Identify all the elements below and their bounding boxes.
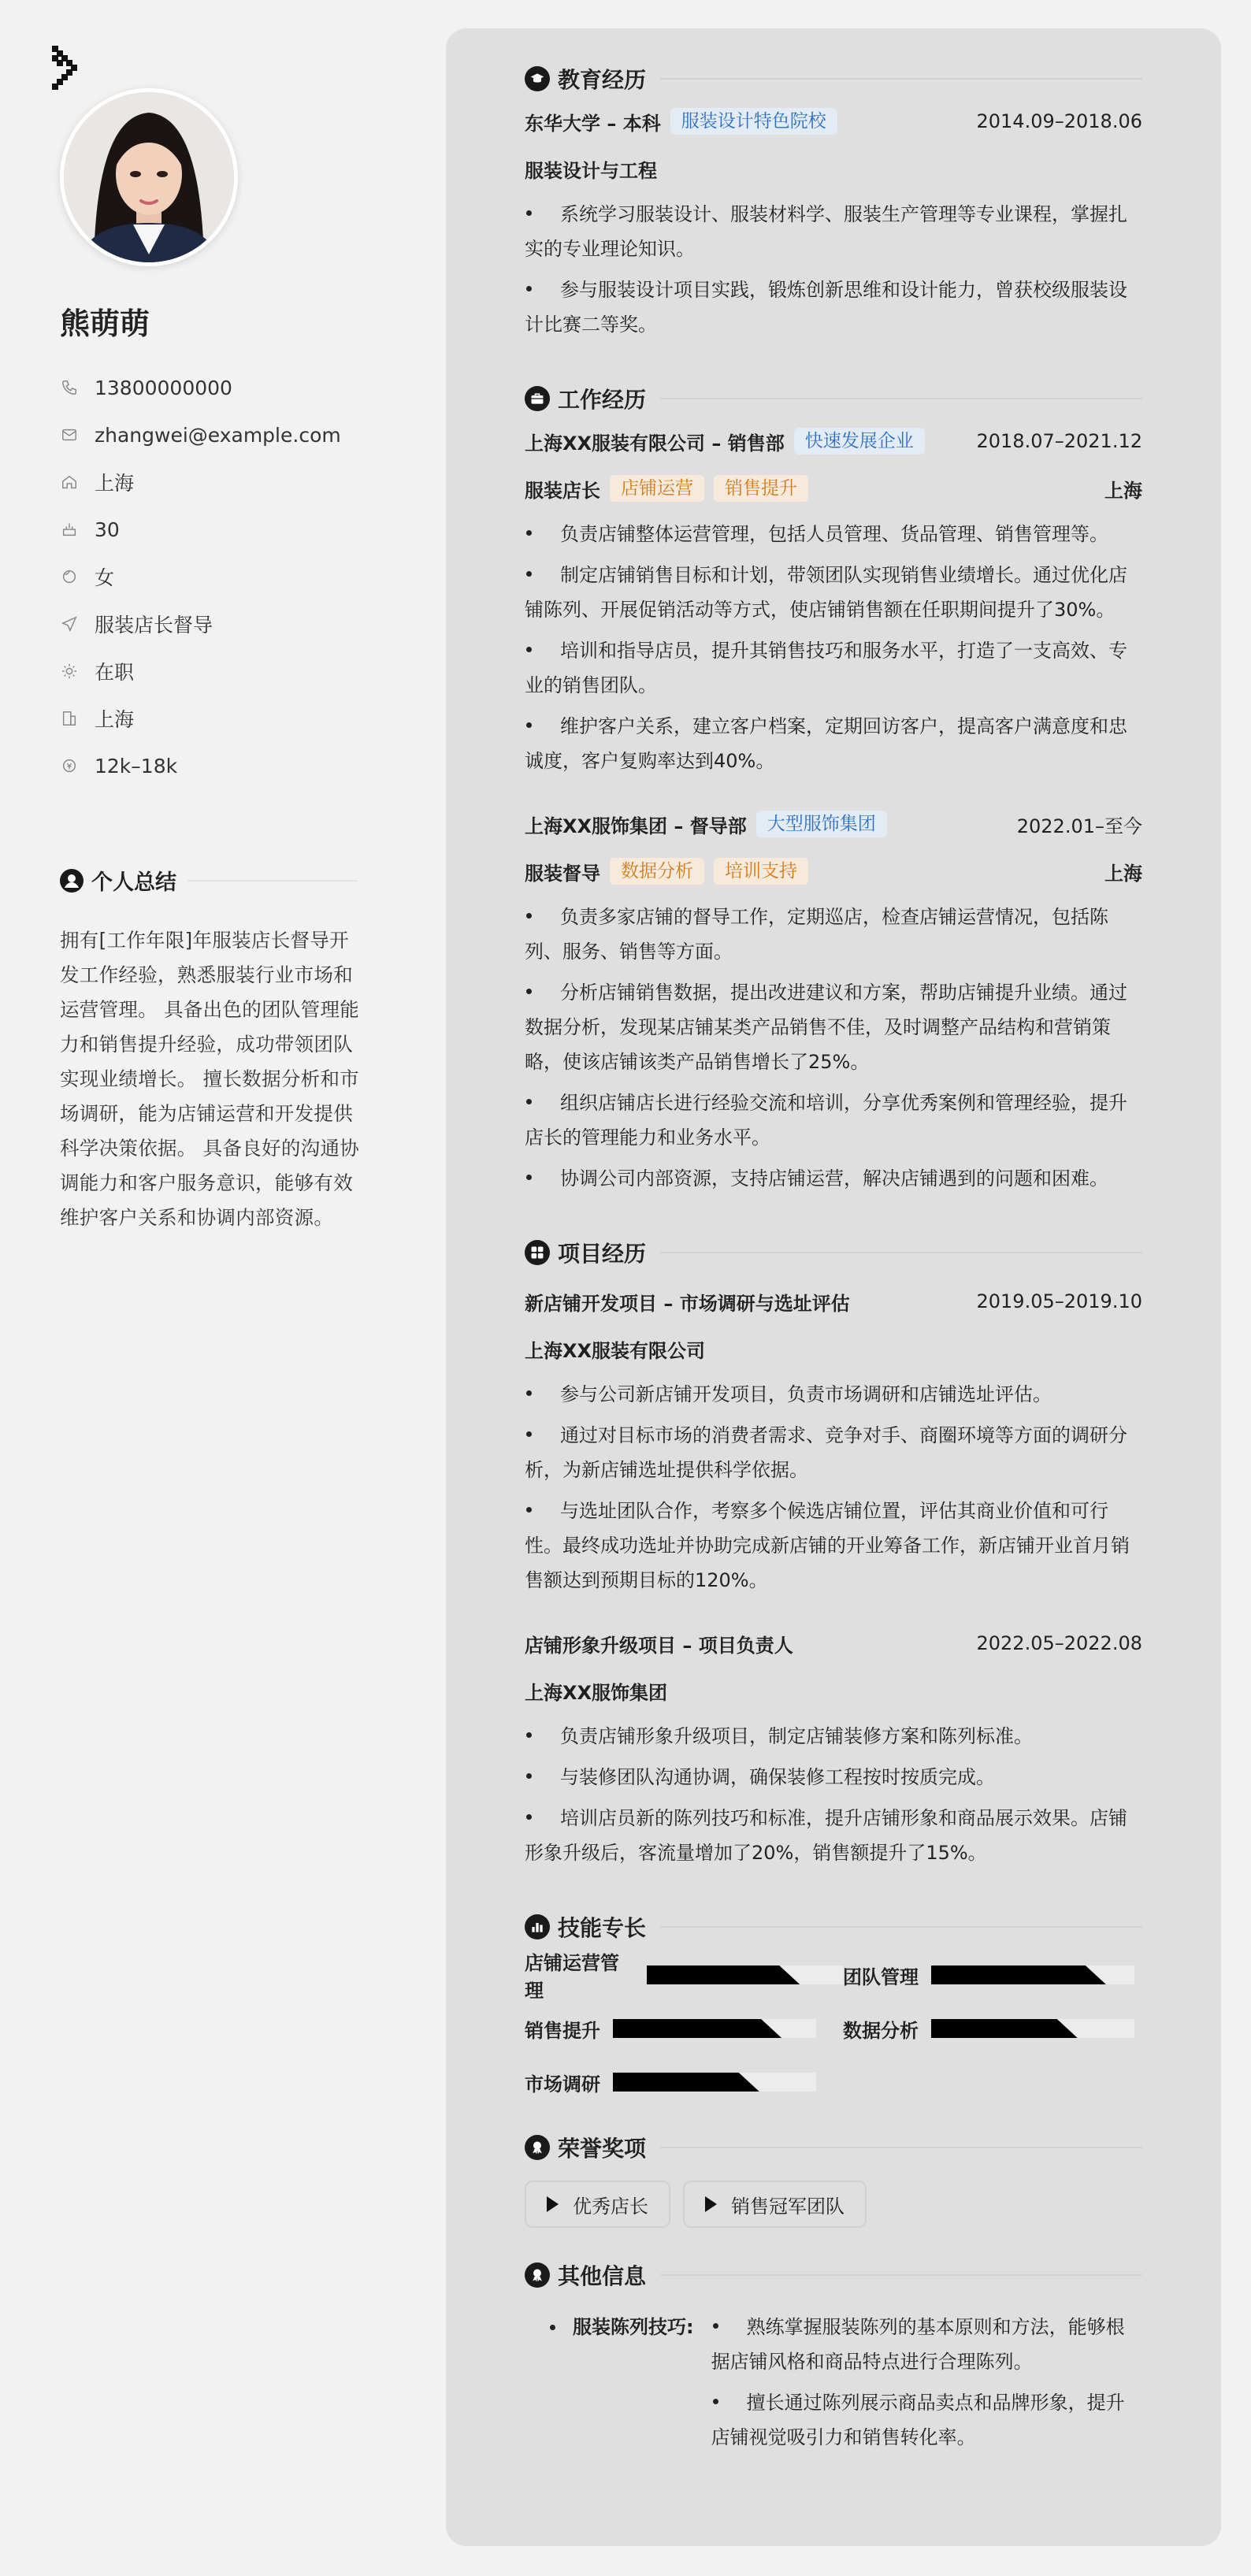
list-item: 制定店铺销售目标和计划，带领团队实现销售业绩增长。通过优化店铺陈列、开展促销活动等方式，使店铺销售额在任职期间提升了30%。 [525,564,1127,621]
avatar-portrait [64,92,234,262]
award-label: 销售冠军团队 [731,2195,845,2218]
skill-item [525,2010,843,2047]
project-entry [525,1626,1142,1870]
project-name: 新店铺开发项目 – 市场调研与选址评估 [525,1292,850,1315]
awards-title: 荣誉奖项 [558,2136,647,2162]
company-tag: 快速发展企业 [794,428,925,455]
job-date: 2018.07–2021.12 [976,430,1142,452]
project-name-row [525,1626,1142,1661]
building-icon [60,709,79,728]
logo-icon [52,46,79,90]
job-company-row [525,807,1142,841]
salary-text: 12k–18k [95,754,178,778]
list-item: 通过对目标市场的消费者需求、竞争对手、商圈环境等方面的调研分析，为新店铺选址提供科学依据。 [525,1424,1127,1481]
work-title: 工作经历 [558,387,647,413]
contact-salary [60,742,391,789]
skill-bar [931,2019,1134,2038]
other-bullets [711,2310,1142,2461]
other-heading [525,2258,1142,2292]
list-item: 与选址团队合作，考察多个候选店铺位置，评估其商业价值和可行性。最终成功选址并协助完成新店铺的开业筹备工作，新店铺开业首月销售额达到预期目标的120%。 [525,1500,1130,1591]
awards-heading [525,2130,1142,2165]
mail-icon [60,425,79,444]
education-divider [660,78,1142,80]
candidate-name: 熊萌萌 [60,306,150,341]
skill-name: 团队管理 [843,1965,919,1988]
summary-title: 个人总结 [91,870,176,895]
skills-heading [525,1910,1142,1944]
skill-item [843,1957,1142,1993]
skill-name: 店铺运营管理 [525,1952,619,2002]
education-bullets [525,197,1142,342]
list-item: 负责店铺形象升级项目，制定店铺装修方案和陈列标准。 [525,1719,1142,1754]
project-date: 2022.05–2022.08 [976,1632,1142,1654]
skill-tag: 数据分析 [610,858,704,885]
city-text: 上海 [95,708,135,731]
summary-text: 拥有[工作年限]年服装店长督导开发工作经验，熟悉服装行业市场和运营管理。 具备出色的团队管理能力和销售提升经验，成功带领团队实现业绩增长。 擅长数据分析和市场调研，能为店铺运营和开发提供科学决策依据。 具备良好的沟通协调能力和客户服务意识，能够有效维护客户关系和协调内部资源。 [60,929,360,1229]
skill-bar-fill [613,2073,759,2092]
project-entry [525,1284,1142,1598]
contact-info [60,364,391,789]
skill-bar-fill [613,2019,781,2038]
skill-bar [613,2019,816,2038]
skills-divider [660,1926,1142,1928]
skill-item [525,1952,843,2002]
list-item: 培训店员新的陈列技巧和标准，提升店铺形象和商品展示效果。店铺形象升级后，客流量增加了20%，销售额提升了15%。 [525,1807,1127,1864]
skill-bar [647,1965,843,1984]
other-label-wrap [525,2310,694,2461]
projects-heading [525,1235,1142,1270]
other-divider [660,2274,1142,2276]
job-entry [525,424,1142,778]
graduation-cap-icon [525,66,550,91]
work-heading [525,381,1142,416]
work-divider [660,398,1142,399]
project-bullets [525,1377,1142,1598]
contact-location [60,458,391,506]
cake-icon [60,520,79,539]
location-text: 上海 [95,472,135,495]
contact-email [60,411,391,458]
contact-city [60,695,391,742]
award-icon [525,2135,550,2160]
list-item: 负责多家店铺的督导工作，定期巡店，检查店铺运营情况，包括陈列、服务、销售等方面。 [525,906,1108,963]
major-row [525,151,1142,186]
job-role-row [525,854,1142,889]
award-badge [683,2181,867,2228]
skill-item [843,2010,1142,2047]
other-label: 服装陈列技巧: [573,2316,694,2338]
avatar [60,88,238,266]
other-title: 其他信息 [558,2263,647,2289]
skill-tag: 销售提升 [714,475,808,502]
job-company: 上海XX服饰集团 – 督导部 [525,815,747,837]
list-item: 维护客户关系，建立客户档案，定期回访客户，提高客户满意度和忠诚度，客户复购率达到40%。 [525,715,1127,772]
job-bullets [525,517,1142,778]
contact-gender [60,553,391,600]
award-icon [525,2262,550,2288]
major-name: 服装设计与工程 [525,159,657,182]
phone-text: 13800000000 [95,376,232,399]
list-item: 与装修团队沟通协调，确保装修工程按时按质完成。 [525,1760,1142,1795]
awards-list [525,2181,1142,2228]
list-item: 熟练掌握服装陈列的基本原则和方法，能够根据店铺风格和商品特点进行合理陈列。 [711,2316,1125,2373]
age-text: 30 [95,518,120,541]
job-entry [525,807,1142,1196]
job-bullets [525,900,1142,1196]
skill-bar [613,2073,816,2092]
list-item: 系统学习服装设计、服装材料学、服装生产管理等专业课程，掌握扎实的专业理论知识。 [525,203,1127,260]
job-company-row [525,424,1142,458]
education-row [525,104,1142,139]
job-date: 2022.01–至今 [1016,815,1142,837]
email-text: zhangwei@example.com [95,423,341,447]
contact-phone [60,364,391,411]
main-panel [446,28,1221,2546]
skill-name: 数据分析 [843,2019,919,2042]
company-tag: 大型服饰集团 [756,811,887,837]
job-company: 上海XX服装有限公司 – 销售部 [525,432,785,455]
list-item: 参与服装设计项目实践，锻炼创新思维和设计能力，曾获校级服装设计比赛二等奖。 [525,279,1127,336]
education-title: 教育经历 [558,67,647,93]
contact-position [60,600,391,648]
play-icon [547,2196,559,2212]
projects-title: 项目经历 [558,1241,647,1267]
school-tag: 服装设计特色院校 [670,108,837,135]
award-label: 优秀店长 [573,2195,648,2218]
skill-tag: 店铺运营 [610,475,704,502]
project-org-row [525,1673,1142,1708]
projects-divider [660,1252,1142,1253]
job-role: 服装督导 [525,862,600,885]
skill-bar-fill [647,1965,800,1984]
list-item: 分析店铺销售数据，提出改进建议和方案，帮助店铺提升业绩。通过数据分析，发现某店铺某类产品销售不佳，及时调整产品结构和营销策略，使该店铺该类产品销售增长了25%。 [525,982,1127,1073]
job-role: 服装店长 [525,479,600,502]
skill-item [525,2064,843,2100]
contact-status [60,648,391,695]
gender-text: 女 [95,566,115,589]
user-icon [60,869,84,893]
project-date: 2019.05–2019.10 [976,1290,1142,1312]
send-icon [60,614,79,633]
school-name: 东华大学 – 本科 [525,112,661,135]
coin-icon [60,756,79,775]
project-org-row [525,1331,1142,1366]
gender-icon [60,567,79,586]
job-role-row [525,471,1142,506]
awards-divider [660,2147,1142,2148]
skill-name: 销售提升 [525,2019,600,2042]
gear-icon [60,662,79,681]
list-item: 擅长通过陈列展示商品卖点和品牌形象，提升店铺视觉吸引力和销售转化率。 [711,2392,1125,2448]
skills-title: 技能专长 [558,1915,647,1941]
skill-bar [931,1965,1134,1984]
list-item: 培训和指导店员，提升其销售技巧和服务水平，打造了一支高效、专业的销售团队。 [525,640,1127,696]
home-icon [60,473,79,492]
phone-icon [60,378,79,397]
summary-divider [187,880,358,882]
skill-bar-fill [931,1965,1106,1984]
job-city: 上海 [1104,862,1142,885]
skill-name: 市场调研 [525,2073,600,2095]
briefcase-icon [525,386,550,411]
list-item: 负责店铺整体运营管理，包括人员管理、货品管理、销售管理等。 [525,517,1142,551]
project-org: 上海XX服装有限公司 [525,1339,706,1362]
award-badge [525,2181,670,2228]
list-item: 组织店铺店长进行经验交流和培训，分享优秀案例和管理经验，提升店长的管理能力和业务水平。 [525,1092,1127,1149]
grid-icon [525,1240,550,1265]
education-date: 2014.09–2018.06 [976,110,1142,132]
skills-grid [525,1952,1142,2100]
education-heading [525,61,1142,96]
bar-chart-icon [525,1914,550,1939]
contact-age [60,506,391,553]
list-item: 参与公司新店铺开发项目，负责市场调研和店铺选址评估。 [525,1377,1142,1412]
project-name-row [525,1284,1142,1319]
play-icon [705,2196,717,2212]
skill-tag: 培训支持 [714,858,808,885]
summary-heading [60,865,358,896]
project-name: 店铺形象升级项目 – 项目负责人 [525,1634,793,1657]
position-text: 服装店长督导 [95,614,213,637]
other-info [525,2310,1142,2461]
job-city: 上海 [1104,479,1142,502]
project-bullets [525,1719,1142,1870]
list-item: 协调公司内部资源，支持店铺运营，解决店铺遇到的问题和困难。 [525,1161,1142,1196]
skill-bar-fill [931,2019,1078,2038]
project-org: 上海XX服饰集团 [525,1681,668,1704]
status-text: 在职 [95,661,135,684]
